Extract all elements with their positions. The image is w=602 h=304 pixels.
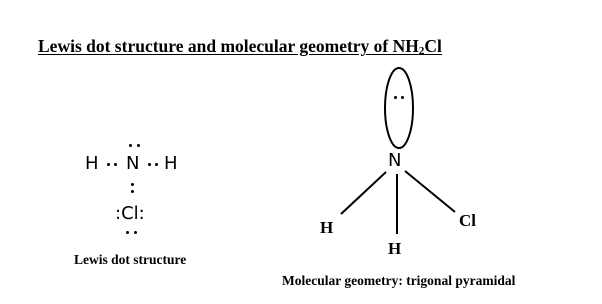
bond-n-cl [405,171,455,212]
lewis-atom-cl: :Cl: [115,203,145,224]
lone-pair-orbital [385,68,413,148]
lewis-atom-h-right: H [164,153,178,174]
geo-atom-h-left: H [320,218,334,237]
lone-pair-dot-2 [401,96,404,99]
bond-n-h-left [341,172,386,214]
geometry-caption: Molecular geometry: trigonal pyramidal [282,273,516,288]
lewis-atom-n: N [126,153,140,174]
lewis-caption: Lewis dot structure [74,252,187,267]
geo-atom-cl: Cl [459,211,476,230]
lone-pair-dot-1 [394,96,397,99]
geo-atom-n: N [388,150,402,171]
geo-atom-h-bottom: H [388,239,402,258]
lewis-atom-h-left: H [85,153,99,174]
diagram-title: Lewis dot structure and molecular geometry of $NH_2Cl$ [38,36,442,57]
